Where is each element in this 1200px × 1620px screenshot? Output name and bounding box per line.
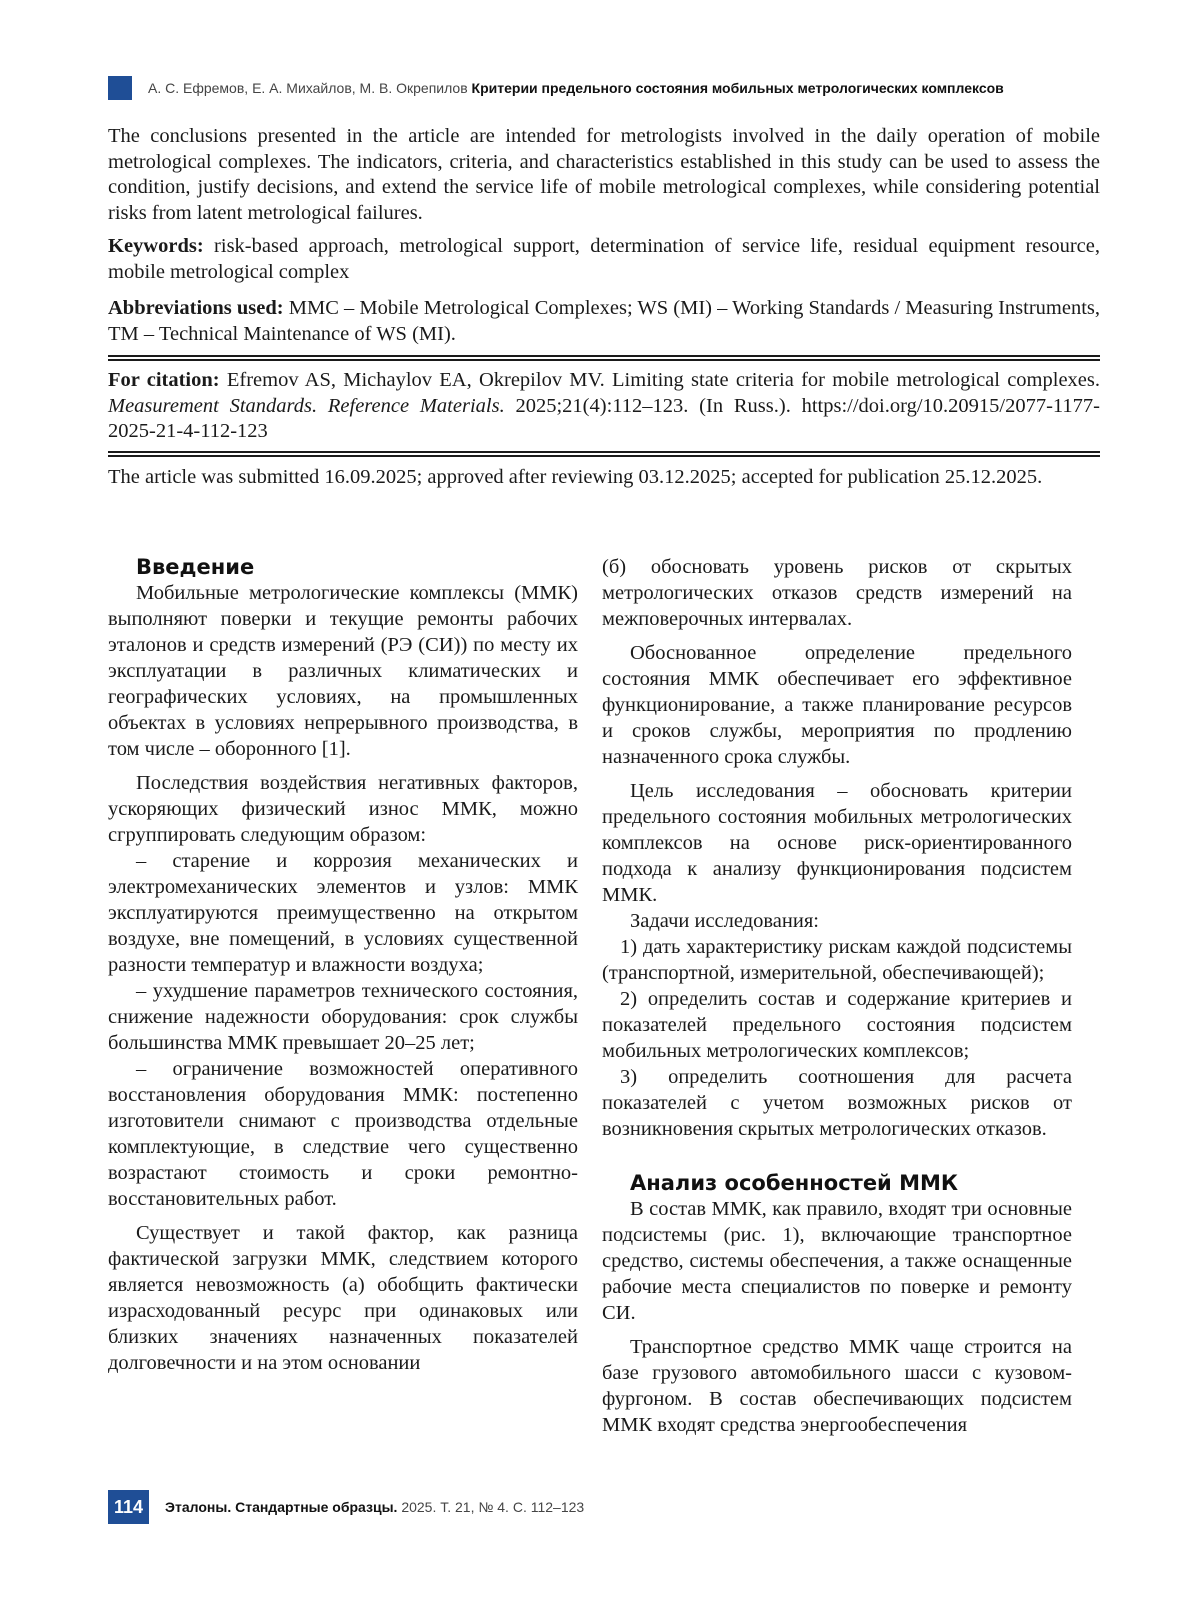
list-item: 3) определить соотношения для расчета показателей с учетом возможных рисков от возникновения скрытых метрологических отказов. bbox=[602, 1066, 1072, 1140]
divider bbox=[108, 451, 1100, 453]
paragraph: Цель исследования – обосновать критерии предельного состояния мобильных метрологических комплексов на основе риск-ориентированного подхода к анализу функционирования подсистем ММК. bbox=[602, 780, 1072, 906]
divider bbox=[108, 455, 1100, 457]
page-number: 114 bbox=[108, 1490, 149, 1524]
citation-text: Efremov AS, Michaylov EA, Okrepilov MV. Limiting state criteria for mobile metrological complexes. bbox=[226, 369, 1100, 391]
citation-journal: Measurement Standards. Reference Materials. bbox=[108, 394, 505, 417]
list-item: 1) дать характеристику рискам каждой подсистемы (транспортной, измерительной, обеспечивающей); bbox=[602, 936, 1072, 984]
paragraph: Последствия воздействия негативных факторов, ускоряющих физический износ ММК, можно сгруппировать следующим образом: bbox=[108, 772, 578, 846]
abbreviations bbox=[108, 296, 1100, 347]
header-authors: А. С. Ефремов, Е. А. Михайлов, М. В. Окрепилов bbox=[148, 80, 468, 96]
keywords bbox=[108, 234, 1100, 285]
abstract-conclusion: The conclusions presented in the article are intended for metrologists involved in the daily operation of mobile metrological complexes. The indicators, criteria, and characteristics established in this study can be used to assess the condition, justify decisions, and extend the service life of mobile metrological complexes, while considering potential risks from latent metrological failures. bbox=[108, 125, 1100, 224]
page-footer bbox=[108, 1490, 584, 1524]
divider bbox=[108, 359, 1100, 361]
paragraph: (б) обосновать уровень рисков от скрытых метрологических отказов средств измерений на межповерочных интервалах. bbox=[602, 556, 1072, 630]
article-dates: The article was submitted 16.09.2025; approved after reviewing 03.12.2025; accepted for publication 25.12.2025. bbox=[108, 466, 1043, 488]
keywords-text: risk-based approach, metrological support, determination of service life, residual equipment resource, mobile metrological complex bbox=[108, 235, 1101, 283]
divider bbox=[108, 355, 1100, 357]
list-item: – старение и коррозия механических и электромеханических элементов и узлов: ММК эксплуатируются преимущественно на открытом воздухе, вне помещений, в условиях существенной разности температур и влажности воздуха; bbox=[108, 850, 578, 976]
paragraph: Существует и такой фактор, как разница фактической загрузки ММК, следствием которого является невозможность (а) обобщить фактически израсходованный ресурс при одинаковых или близких значениях назначенных показателей долговечности и на этом основании bbox=[108, 1222, 578, 1374]
header-marker-square bbox=[108, 76, 132, 100]
footer-journal: Эталоны. Стандартные образцы. bbox=[165, 1499, 398, 1515]
keywords-label: Keywords: bbox=[108, 235, 204, 257]
paragraph: Транспортное средство ММК чаще строится на базе грузового автомобильного шасси с кузовом-фургоном. В состав обеспечивающих подсистем ММК входят средства энергообеспечения bbox=[602, 1336, 1072, 1436]
list-item: 2) определить состав и содержание критериев и показателей предельного состояния подсистем мобильных метрологических комплексов; bbox=[602, 988, 1072, 1062]
right-column bbox=[602, 554, 1072, 1438]
footer-journal-info bbox=[165, 1499, 584, 1515]
citation-label: For citation: bbox=[108, 369, 220, 391]
section-heading-introduction: Введение bbox=[136, 555, 255, 579]
running-header bbox=[108, 74, 1098, 102]
list-item: – ограничение возможностей оперативного восстановления оборудования ММК: постепенно изготовители снимают с производства отдельные комплектующие, в следствие чего существенно возрастают стоимость и сроки ремонтно-восстановительных работ. bbox=[108, 1058, 578, 1210]
citation-details: 2025;21(4):112–123. (In Russ.). https://doi.org/10.20915/2077-1177-2025-21-4-112-123 bbox=[108, 394, 1100, 442]
footer-issue: 2025. Т. 21, № 4. С. 112–123 bbox=[401, 1499, 585, 1515]
citation bbox=[108, 368, 1100, 445]
running-header-text bbox=[148, 80, 1004, 96]
paragraph: Обоснованное определение предельного состояния ММК обеспечивает его эффективное функционирование, а также планирование ресурсов и сроков службы, мероприятия по продлению назначенного срока службы. bbox=[602, 642, 1072, 768]
header-title: Критерии предельного состояния мобильных метрологических комплексов bbox=[471, 80, 1004, 96]
section-heading-analysis: Анализ особенностей ММК bbox=[630, 1171, 959, 1195]
abbreviations-text: MMC – Mobile Metrological Complexes; WS (MI) – Working Standards / Measuring Instruments, TM – Technical Maintenance of WS (MI). bbox=[108, 297, 1101, 345]
paragraph: Задачи исследования: bbox=[630, 910, 819, 932]
paragraph: Мобильные метрологические комплексы (ММК) выполняют поверки и текущие ремонты рабочих эталонов и средств измерений (РЭ (СИ)) по месту их эксплуатации в различных климатических и географических условиях, на промышленных объектах в условиях непрерывного производства, в том числе – оборонного [1]. bbox=[108, 582, 578, 760]
abbreviations-label: Abbreviations used: bbox=[108, 297, 284, 319]
paragraph: В состав ММК, как правило, входят три основные подсистемы (рис. 1), включающие транспортное средство, системы обеспечения, а также оснащенные рабочие места специалистов по поверке и ремонту СИ. bbox=[602, 1198, 1072, 1324]
left-column bbox=[108, 554, 578, 1376]
list-item: – ухудшение параметров технического состояния, снижение надежности оборудования: срок службы большинства ММК превышает 20–25 лет; bbox=[108, 980, 578, 1054]
